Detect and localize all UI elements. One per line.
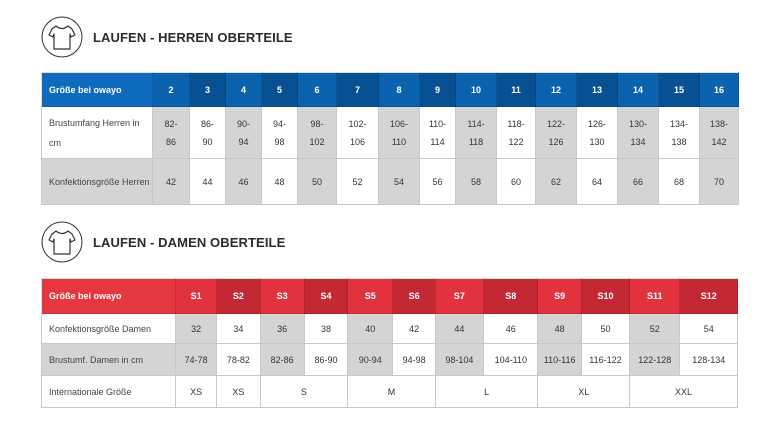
men-chest-value: 134-: [669, 118, 688, 129]
men-konfektion-cell: 68: [659, 159, 700, 205]
men-section-header: [41, 16, 293, 58]
men-chest-value: 106: [349, 136, 366, 147]
women-chest-cell: 104-110: [484, 344, 538, 376]
women-konfektion-cell: 38: [304, 314, 347, 344]
men-chest-cell: [577, 107, 618, 159]
women-size-header: S2: [217, 279, 260, 314]
women-chest-cell: 128-134: [680, 344, 738, 376]
women-konfektion-cell: 48: [538, 314, 581, 344]
men-chest-value: 142: [711, 136, 727, 147]
women-size-header: S3: [260, 279, 304, 314]
men-chest-cell: [298, 107, 337, 159]
women-konfektion-row: [42, 314, 738, 344]
men-size-header: 13: [577, 73, 618, 107]
women-konfektion-cell: 46: [484, 314, 538, 344]
women-konfektion-cell: 54: [680, 314, 738, 344]
men-konfektion-cell: 64: [577, 159, 618, 205]
women-konfektion-cell: 34: [217, 314, 260, 344]
women-section-header: [41, 221, 285, 263]
women-chest-cell: 78-82: [217, 344, 260, 376]
women-size-header: S10: [581, 279, 629, 314]
men-konfektion-cell: 52: [337, 159, 379, 205]
men-chest-value: 126-: [587, 118, 606, 129]
women-chest-row: [42, 344, 738, 376]
women-chest-cell: 86-90: [304, 344, 347, 376]
men-konfektion-cell: 70: [700, 159, 739, 205]
men-chest-cell: [456, 107, 497, 159]
men-chest-value: 134: [630, 136, 646, 147]
women-international-row: [42, 376, 738, 408]
men-chest-value: 122: [508, 136, 524, 147]
men-size-header: 14: [618, 73, 659, 107]
men-konfektion-cell: 44: [190, 159, 226, 205]
men-chest-cell: [190, 107, 226, 159]
men-chest-cell: [262, 107, 298, 159]
men-chest-value: 126: [548, 136, 564, 147]
tshirt-icon: [41, 221, 83, 263]
men-chest-value: 82-: [164, 118, 178, 129]
men-chest-value: 118: [468, 136, 484, 147]
men-row-label: Konfektionsgröße Herren: [42, 159, 153, 205]
women-chest-cell: 94-98: [393, 344, 435, 376]
men-chest-value: 114: [430, 136, 445, 147]
men-size-header: 5: [262, 73, 298, 107]
men-size-header: 15: [659, 73, 700, 107]
men-chest-value: 94-: [272, 118, 286, 129]
men-chest-cell: [659, 107, 700, 159]
men-section-title: LAUFEN - HERREN OBERTEILE: [93, 29, 293, 45]
men-chest-value: 102: [309, 136, 325, 147]
men-size-header: 9: [420, 73, 456, 107]
women-section-title: LAUFEN - DAMEN OBERTEILE: [93, 234, 286, 250]
men-chest-value: 130: [589, 136, 605, 147]
women-konfektion-cell: 42: [393, 314, 435, 344]
women-size-header: S5: [348, 279, 393, 314]
men-header-label: Größe bei owayo: [42, 73, 153, 107]
men-size-header: 10: [456, 73, 497, 107]
men-konfektion-cell: 62: [536, 159, 577, 205]
women-size-header: S1: [175, 279, 216, 314]
men-chest-value: 130-: [628, 118, 647, 129]
men-chest-cell: [153, 107, 190, 159]
men-konfektion-cell: 48: [262, 159, 298, 205]
men-header-row: [42, 73, 739, 107]
women-konfektion-cell: 32: [175, 314, 216, 344]
men-chest-cell: [618, 107, 659, 159]
men-chest-cell: [420, 107, 456, 159]
women-international-cell: L: [435, 376, 538, 408]
women-chest-cell: 98-104: [435, 344, 483, 376]
women-konfektion-cell: 40: [348, 314, 393, 344]
men-konfektion-cell: 42: [153, 159, 190, 205]
men-size-header: 2: [153, 73, 190, 107]
men-size-header: 7: [337, 73, 379, 107]
men-chest-value: 106-: [389, 118, 408, 129]
men-konfektion-cell: 46: [226, 159, 262, 205]
men-konfektion-row: [42, 159, 739, 205]
women-chest-cell: 82-86: [260, 344, 304, 376]
men-chest-value: 138-: [709, 118, 728, 129]
women-international-cell: S: [260, 376, 348, 408]
women-international-cell: M: [348, 376, 436, 408]
men-size-header: 3: [190, 73, 226, 107]
men-size-table: [41, 72, 739, 205]
men-konfektion-cell: 54: [379, 159, 420, 205]
men-size-header: 6: [298, 73, 337, 107]
men-konfektion-cell: 66: [618, 159, 659, 205]
men-chest-cell: [226, 107, 262, 159]
women-international-cell: XL: [538, 376, 630, 408]
men-chest-row: [42, 107, 739, 159]
women-size-header: S11: [630, 279, 680, 314]
women-size-header: S4: [304, 279, 347, 314]
men-size-header: 12: [536, 73, 577, 107]
men-size-header: 8: [379, 73, 420, 107]
men-chest-value: 102-: [348, 118, 367, 129]
women-international-cell: XXL: [630, 376, 738, 408]
men-chest-value: 98-: [310, 118, 324, 129]
women-chest-cell: 110-116: [538, 344, 581, 376]
men-chest-value: 86: [165, 136, 176, 147]
women-konfektion-cell: 52: [630, 314, 680, 344]
women-chest-cell: 116-122: [581, 344, 629, 376]
men-chest-value: 114-: [467, 118, 485, 129]
women-row-label: Internationale Größe: [42, 376, 176, 408]
women-konfektion-cell: 50: [581, 314, 629, 344]
men-chest-cell: [536, 107, 577, 159]
tshirt-icon: [41, 16, 83, 58]
men-chest-value: 110: [391, 136, 407, 147]
women-size-header: S7: [435, 279, 483, 314]
women-international-cell: XS: [175, 376, 216, 408]
men-size-header: 16: [700, 73, 739, 107]
men-chest-value: 90-: [236, 118, 250, 129]
women-row-label: Konfektionsgröße Damen: [42, 314, 176, 344]
men-chest-value: 86-: [200, 118, 214, 129]
men-chest-value: 118-: [507, 118, 525, 129]
men-chest-value: 138: [671, 136, 687, 147]
men-chest-value: 98: [274, 136, 285, 147]
women-konfektion-cell: 44: [435, 314, 483, 344]
men-konfektion-cell: 56: [420, 159, 456, 205]
women-header-label: Größe bei owayo: [42, 279, 176, 314]
men-size-header: 11: [497, 73, 536, 107]
women-chest-cell: 90-94: [348, 344, 393, 376]
women-row-label: Brustumf. Damen in cm: [42, 344, 176, 376]
men-chest-value: 90: [202, 136, 213, 147]
women-chest-cell: 74-78: [175, 344, 216, 376]
women-size-header: S8: [484, 279, 538, 314]
women-konfektion-cell: 36: [260, 314, 304, 344]
women-size-header: S9: [538, 279, 581, 314]
men-chest-value: 110-: [428, 118, 447, 129]
women-header-row: [42, 279, 738, 314]
women-size-table: [41, 278, 738, 408]
men-chest-cell: [497, 107, 536, 159]
men-chest-value: 94: [238, 136, 249, 147]
men-row-label: Brustumfang Herren in cm: [42, 107, 153, 159]
men-konfektion-cell: 60: [497, 159, 536, 205]
women-size-header: S6: [393, 279, 435, 314]
men-konfektion-cell: 50: [298, 159, 337, 205]
men-chest-cell: [379, 107, 420, 159]
women-international-cell: XS: [217, 376, 260, 408]
women-chest-cell: 122-128: [630, 344, 680, 376]
men-chest-cell: [337, 107, 379, 159]
men-konfektion-cell: 58: [456, 159, 497, 205]
women-size-header: S12: [680, 279, 738, 314]
men-size-header: 4: [226, 73, 262, 107]
men-chest-value: 122-: [546, 118, 565, 129]
men-chest-cell: [700, 107, 739, 159]
